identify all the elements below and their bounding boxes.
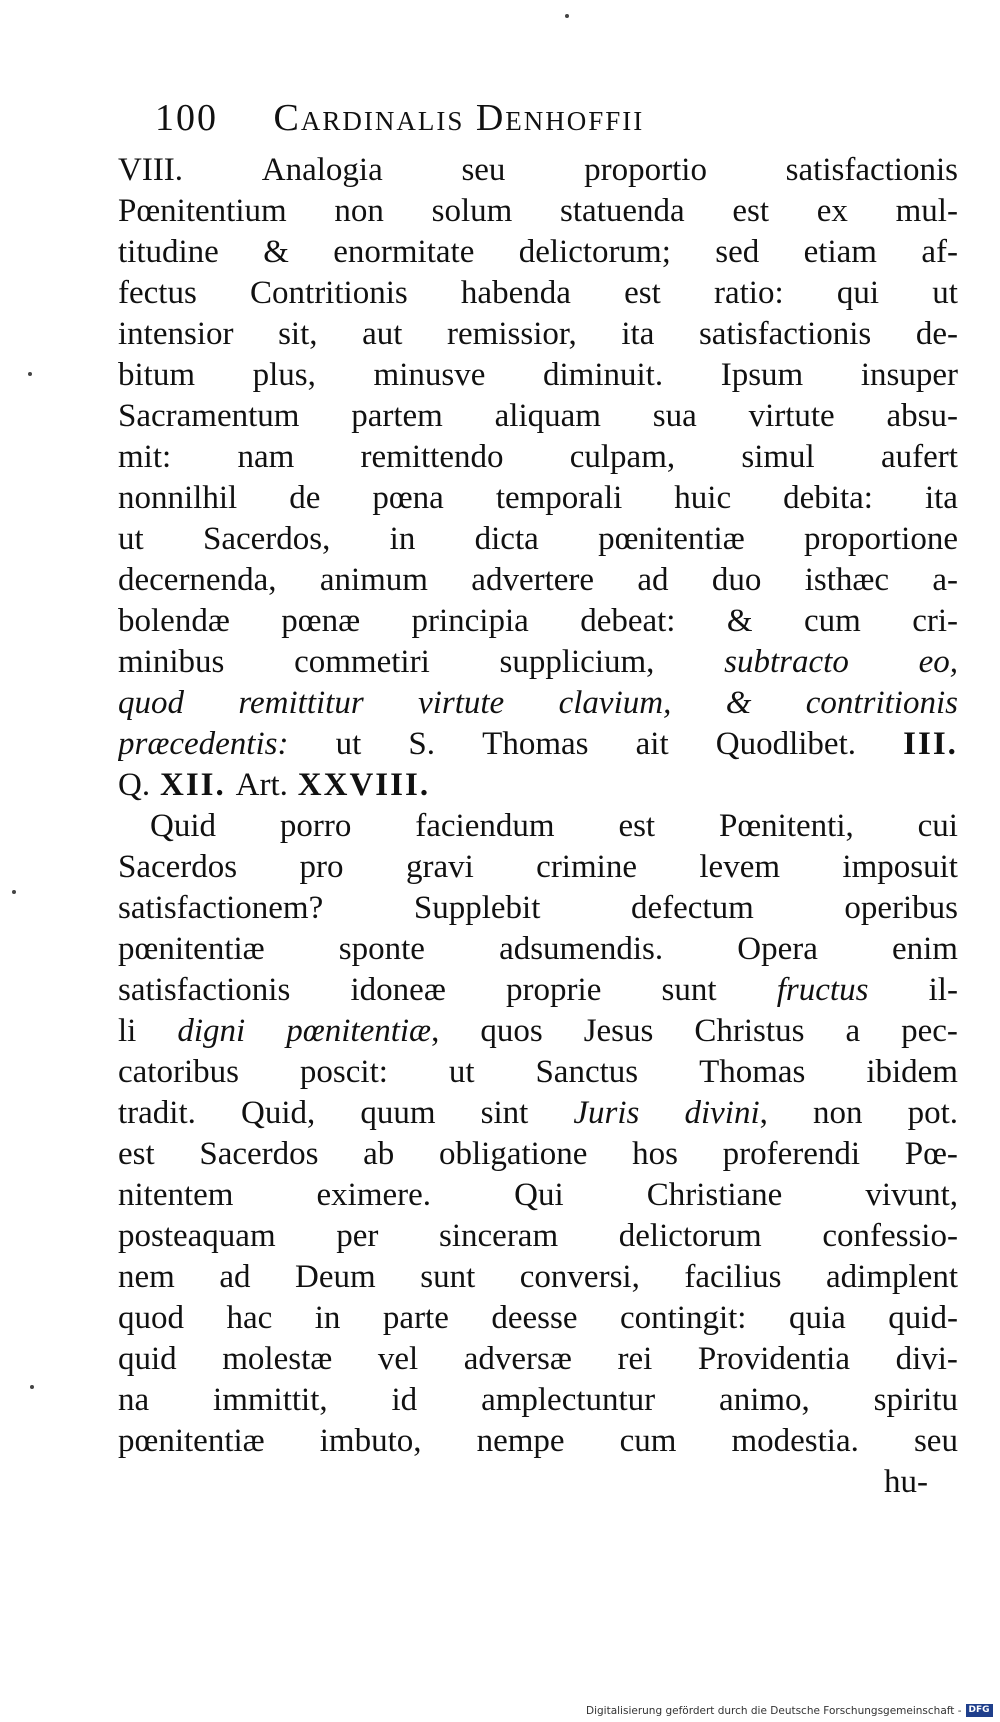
word: fructus: [776, 972, 869, 1008]
word: gravi: [405, 849, 474, 885]
word: partem: [351, 398, 443, 434]
word: adimplent: [826, 1259, 958, 1295]
word: Q.: [118, 767, 151, 803]
word: pœnæ: [281, 603, 361, 639]
word: modestia.: [731, 1423, 859, 1459]
text-line: [118, 273, 958, 314]
word: catoribus: [118, 1054, 239, 1090]
word: Providentia: [697, 1341, 851, 1377]
word: sint: [480, 1095, 529, 1131]
word: isthæc: [804, 562, 890, 598]
word: in: [314, 1300, 341, 1336]
word: delictorum;: [518, 234, 671, 270]
word: virtute: [748, 398, 835, 434]
word: sunt: [420, 1259, 476, 1295]
text-line: [118, 642, 958, 683]
word: pœnitentiæ: [118, 931, 265, 967]
word: præcedentis:: [118, 726, 289, 762]
word: sponte: [338, 931, 425, 967]
text-line: [118, 519, 958, 560]
text-line: [118, 1052, 958, 1093]
word: &: [725, 685, 752, 721]
word: absu-: [886, 398, 958, 434]
word: divi-: [895, 1341, 958, 1377]
word: li: [118, 1013, 137, 1049]
word: ad: [219, 1259, 251, 1295]
word: Pœ-: [904, 1136, 958, 1172]
text-line: [118, 1093, 958, 1134]
word: Ipsum: [720, 357, 804, 393]
text-line: [118, 1298, 958, 1339]
word: Quid: [150, 808, 216, 844]
word: remittitur: [238, 685, 364, 721]
word: aut: [362, 316, 403, 352]
word: in: [389, 521, 416, 557]
word: subtracto: [724, 644, 849, 680]
text-line: [118, 478, 958, 519]
text-line: [118, 232, 958, 273]
word: vel: [377, 1341, 419, 1377]
word: hos: [632, 1136, 678, 1172]
word: ita: [924, 480, 958, 516]
word: a: [845, 1013, 861, 1049]
word: qui: [836, 275, 880, 311]
word: cum: [803, 603, 861, 639]
word: de-: [915, 316, 958, 352]
word: mul-: [895, 193, 958, 229]
word: titudine: [118, 234, 219, 270]
word: obligatione: [438, 1136, 588, 1172]
word: ita: [621, 316, 655, 352]
word: pot.: [907, 1095, 958, 1131]
word: remittendo: [360, 439, 504, 475]
word: ut: [448, 1054, 475, 1090]
word: Analogia: [261, 152, 383, 188]
text-line: [118, 150, 958, 191]
word: contingit:: [619, 1300, 747, 1336]
word: debeat:: [580, 603, 676, 639]
word: quid-: [888, 1300, 958, 1336]
word: fectus: [118, 275, 197, 311]
word: af-: [921, 234, 958, 270]
ink-speck: [30, 1385, 34, 1389]
word: satisfactionis: [785, 152, 958, 188]
text-line: [118, 929, 958, 970]
word: seu: [913, 1423, 958, 1459]
word: satisfactionis: [698, 316, 872, 352]
word: digni: [177, 1013, 246, 1049]
word: &: [263, 234, 289, 270]
text-line: [118, 806, 958, 847]
word: nonnilhil: [118, 480, 238, 516]
word: ab: [363, 1136, 395, 1172]
word: delictorum: [618, 1218, 762, 1254]
word: Christus: [694, 1013, 805, 1049]
word: nitentem: [118, 1177, 234, 1213]
ink-speck: [12, 890, 16, 894]
word: deesse: [491, 1300, 578, 1336]
word: parte: [382, 1300, 449, 1336]
word: est: [118, 1136, 155, 1172]
word: confessio-: [822, 1218, 958, 1254]
word: spiritu: [873, 1382, 958, 1418]
catchword: hu-: [884, 1464, 928, 1500]
word: conversi,: [519, 1259, 640, 1295]
word: plus,: [252, 357, 316, 393]
word: ut: [118, 521, 144, 557]
word: Quid,: [241, 1095, 316, 1131]
running-header: [155, 96, 855, 144]
running-title: Cardinalis Denhoffii: [273, 97, 645, 139]
word: levem: [699, 849, 781, 885]
word: pec-: [901, 1013, 958, 1049]
word: sua: [652, 398, 697, 434]
word: Christiane: [646, 1177, 783, 1213]
text-line: [118, 1175, 958, 1216]
word: eo,: [918, 644, 958, 680]
page-number: 100: [155, 97, 218, 139]
text-line: [118, 437, 958, 478]
text-line: [118, 1380, 958, 1421]
word: solum: [431, 193, 513, 229]
word: porro: [279, 808, 352, 844]
word: proportio: [584, 152, 707, 188]
word: enormitate: [333, 234, 475, 270]
word: faciendum: [415, 808, 555, 844]
word: ad: [637, 562, 669, 598]
word: Sacerdos: [118, 849, 238, 885]
word: ut: [932, 275, 958, 311]
word: Thomas: [482, 726, 589, 762]
word: contritionis: [805, 685, 958, 721]
word: S.: [408, 726, 436, 762]
word: Supplebit: [413, 890, 541, 926]
catchword-line: [118, 1462, 958, 1503]
word: nam: [237, 439, 295, 475]
word: etiam: [803, 234, 877, 270]
word: supplicium,: [499, 644, 655, 680]
word: imposuit: [842, 849, 958, 885]
word: defectum: [630, 890, 754, 926]
word: sinceram: [439, 1218, 559, 1254]
word: proferendi: [722, 1136, 861, 1172]
word: molestæ: [222, 1341, 333, 1377]
word: nempe: [476, 1423, 565, 1459]
word: pœna: [372, 480, 444, 516]
word: quia: [788, 1300, 846, 1336]
word: a-: [932, 562, 958, 598]
word: III.: [903, 726, 958, 762]
word: satisfactionis: [118, 972, 291, 1008]
text-line: [118, 1257, 958, 1298]
word: mit:: [118, 439, 172, 475]
dfg-logo: DFG: [966, 1704, 993, 1717]
word: Juris: [573, 1095, 640, 1131]
word: Opera: [737, 931, 818, 967]
word: immittit,: [213, 1382, 328, 1418]
word: poscit:: [299, 1054, 388, 1090]
word: remissior,: [447, 316, 577, 352]
word: crimine: [536, 849, 637, 885]
text-line: [118, 724, 958, 765]
word: Sacerdos: [199, 1136, 319, 1172]
word: il-: [928, 972, 958, 1008]
word: ut: [335, 726, 362, 762]
word: statuenda: [560, 193, 685, 229]
word: idoneæ: [350, 972, 446, 1008]
word: bolendæ: [118, 603, 230, 639]
word: nem: [118, 1259, 175, 1295]
ink-speck: [565, 14, 569, 18]
word: cri-: [912, 603, 958, 639]
word: na: [118, 1382, 150, 1418]
word: quum: [360, 1095, 436, 1131]
word: &: [726, 603, 753, 639]
word: virtute: [418, 685, 505, 721]
word: commetiri: [294, 644, 430, 680]
word: seu: [461, 152, 506, 188]
word: Sanctus: [535, 1054, 639, 1090]
word: habenda: [460, 275, 571, 311]
word: minusve: [373, 357, 486, 393]
word: est: [624, 275, 661, 311]
text-line: [118, 683, 958, 724]
word: aliquam: [494, 398, 601, 434]
word: sit,: [278, 316, 318, 352]
word: huic: [674, 480, 732, 516]
word: insuper: [860, 357, 958, 393]
text-line: [118, 1216, 958, 1257]
word: advertere: [471, 562, 595, 598]
word: proportione: [804, 521, 958, 557]
credit-text: Digitalisierung gefördert durch die Deutsche Forschungsgemeinschaft -: [586, 1704, 962, 1717]
text-line: [118, 1339, 958, 1380]
word: eximere.: [316, 1177, 432, 1213]
word: adversæ: [463, 1341, 572, 1377]
text-line: [118, 1134, 958, 1175]
word: simul: [741, 439, 815, 475]
text-line: [118, 847, 958, 888]
word: Thomas: [699, 1054, 806, 1090]
word: Pœnitentium: [118, 193, 287, 229]
word: minibus: [118, 644, 225, 680]
word: aufert: [880, 439, 958, 475]
word: de: [289, 480, 321, 516]
word: facilius: [684, 1259, 782, 1295]
word: cui: [917, 808, 958, 844]
body-text: [118, 150, 958, 1503]
word: ait: [635, 726, 669, 762]
text-line: [118, 355, 958, 396]
word: quid: [118, 1341, 177, 1377]
text-line: [118, 1421, 958, 1462]
text-line: [118, 560, 958, 601]
digitization-credit: [586, 1703, 993, 1718]
word: XXVIII.: [297, 767, 431, 803]
word: id: [391, 1382, 418, 1418]
word: Quodlibet.: [715, 726, 856, 762]
word: proprie: [506, 972, 602, 1008]
word: Deum: [295, 1259, 376, 1295]
word: quod: [118, 1300, 184, 1336]
word: XII.: [159, 767, 226, 803]
word: pœnitentiæ,: [286, 1013, 440, 1049]
word: debita:: [783, 480, 873, 516]
word: enim: [891, 931, 958, 967]
word: cum: [619, 1423, 677, 1459]
word: Contritionis: [250, 275, 408, 311]
word: ibidem: [866, 1054, 958, 1090]
word: culpam,: [569, 439, 676, 475]
word: intensior: [118, 316, 234, 352]
word: non: [812, 1095, 863, 1131]
word: tradit.: [118, 1095, 196, 1131]
word: divini,: [684, 1095, 768, 1131]
text-line: [118, 191, 958, 232]
word: non: [334, 193, 384, 229]
word: Art.: [235, 767, 288, 803]
word: quos: [480, 1013, 543, 1049]
word: animum: [319, 562, 428, 598]
word: decernenda,: [118, 562, 277, 598]
ink-speck: [28, 372, 32, 376]
word: adsumendis.: [499, 931, 664, 967]
word: dicta: [474, 521, 539, 557]
word: sunt: [661, 972, 717, 1008]
text-line: [118, 1011, 958, 1052]
word: pro: [299, 849, 344, 885]
word: satisfactionem?: [118, 890, 324, 926]
text-line: [118, 601, 958, 642]
word: duo: [711, 562, 762, 598]
word: posteaquam: [118, 1218, 276, 1254]
word: est: [732, 193, 770, 229]
word: bitum: [118, 357, 196, 393]
word: sed: [715, 234, 760, 270]
word: rei: [617, 1341, 653, 1377]
text-line: [118, 314, 958, 355]
text-line: [118, 888, 958, 929]
word: ex: [816, 193, 848, 229]
word: pœnitentiæ: [118, 1423, 265, 1459]
word: Pœnitenti,: [719, 808, 854, 844]
word: per: [336, 1218, 379, 1254]
word: quod: [118, 685, 184, 721]
word: principia: [411, 603, 529, 639]
word: pœnitentiæ: [598, 521, 745, 557]
text-line: [118, 396, 958, 437]
word: imbuto,: [319, 1423, 422, 1459]
word: hac: [226, 1300, 273, 1336]
word: Jesus: [583, 1013, 654, 1049]
word: est: [618, 808, 656, 844]
word: Qui: [514, 1177, 564, 1213]
word: Sacerdos,: [202, 521, 331, 557]
word: operibus: [844, 890, 958, 926]
word: temporali: [495, 480, 623, 516]
word: vivunt,: [865, 1177, 958, 1213]
text-line: [118, 765, 958, 806]
word: amplectuntur: [481, 1382, 656, 1418]
word: diminuit.: [542, 357, 664, 393]
word: animo,: [719, 1382, 810, 1418]
word: clavium,: [558, 685, 672, 721]
word: Sacramentum: [118, 398, 300, 434]
word: VIII.: [118, 152, 184, 188]
text-line: [118, 970, 958, 1011]
word: ratio:: [713, 275, 784, 311]
